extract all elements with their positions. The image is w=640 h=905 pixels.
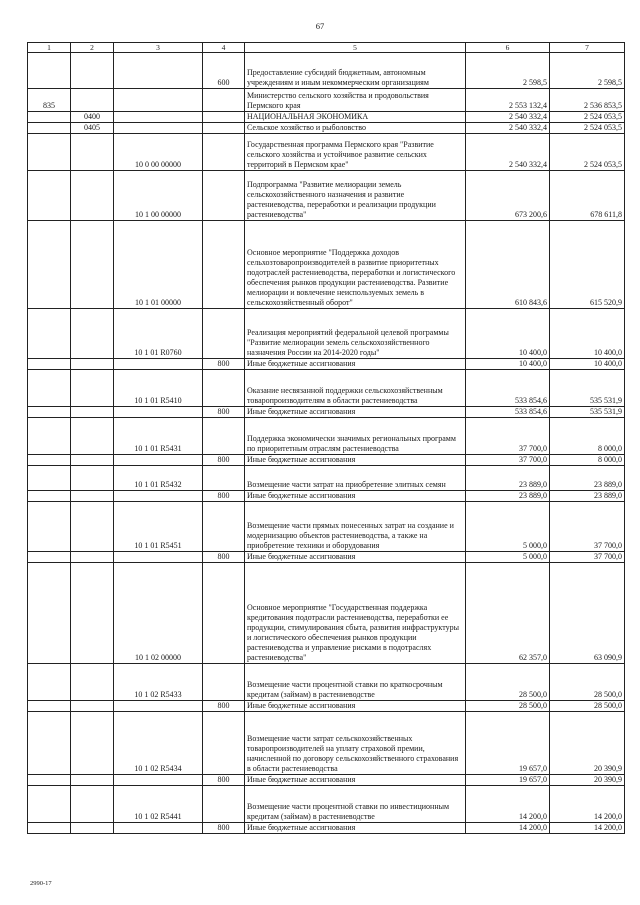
amount-year-1-cell: 610 843,6 (466, 221, 550, 309)
table-header-row (28, 43, 625, 53)
target-article-cell: 10 1 02 R5441 (114, 786, 203, 823)
section-code-cell (71, 552, 114, 563)
page-number: 67 (315, 21, 325, 31)
amount-year-1-cell: 2 540 332,4 (466, 112, 550, 123)
amount-year-2-cell: 2 524 053,5 (550, 123, 625, 134)
column-header: 2 (71, 43, 114, 53)
ministry-code-cell (28, 171, 71, 221)
amount-year-2-cell: 37 700,0 (550, 502, 625, 552)
ministry-code-cell (28, 491, 71, 502)
target-article-cell: 10 1 01 R5432 (114, 466, 203, 491)
table-row (28, 221, 625, 309)
ministry-code-cell (28, 370, 71, 407)
expense-type-cell: 800 (203, 552, 245, 563)
table-row (28, 455, 625, 466)
amount-year-2-cell: 14 200,0 (550, 823, 625, 834)
ministry-code-cell (28, 712, 71, 775)
ministry-code-cell (28, 123, 71, 134)
section-code-cell (71, 823, 114, 834)
table-row (28, 134, 625, 171)
amount-year-1-cell: 10 400,0 (466, 359, 550, 370)
expense-type-cell (203, 134, 245, 171)
target-article-cell (114, 491, 203, 502)
ministry-code-cell (28, 407, 71, 418)
ministry-code-cell (28, 701, 71, 712)
section-code-cell (71, 407, 114, 418)
section-code-cell (71, 53, 114, 89)
amount-year-1-cell: 19 657,0 (466, 712, 550, 775)
ministry-code-cell (28, 502, 71, 552)
section-code-cell (71, 712, 114, 775)
expense-type-cell (203, 123, 245, 134)
target-article-cell (114, 53, 203, 89)
item-name-cell: Основное мероприятие "Государственная поддержка кредитования подотрасли растениеводства, переработки ее продукции, стимулирования сбыта, развития инфраструктуры и логистического обеспечения рынков продукции растениеводства и управление рисками в подотраслях растениеводства" (245, 563, 466, 664)
item-name-cell: Основное мероприятие "Поддержка доходов сельхозтоваропроизводителей в развитие приоритетных подотраслей растениеводства, переработки и логистического обеспечения рынков продукции растениеводства. Развитие мелиорации и вовлечение неиспользуемых земель в сельскохозяйственный оборот" (245, 221, 466, 309)
target-article-cell: 10 1 01 00000 (114, 221, 203, 309)
budget-table (27, 42, 625, 834)
table-row (28, 823, 625, 834)
section-code-cell (71, 221, 114, 309)
target-article-cell (114, 552, 203, 563)
section-code-cell (71, 370, 114, 407)
section-code-cell (71, 134, 114, 171)
table-row (28, 775, 625, 786)
expense-type-cell: 800 (203, 775, 245, 786)
item-name-cell: Иные бюджетные ассигнования (245, 701, 466, 712)
column-header: 3 (114, 43, 203, 53)
table-row (28, 502, 625, 552)
item-name-cell: Возмещение части прямых понесенных затрат на создание и модернизацию объектов растениеводства, а также на приобретение техники и оборудования (245, 502, 466, 552)
section-code-cell (71, 786, 114, 823)
ministry-code-cell (28, 786, 71, 823)
item-name-cell: Предоставление субсидий бюджетным, автономным учреждениям и иным некоммерческим организациям (245, 53, 466, 89)
amount-year-1-cell: 5 000,0 (466, 502, 550, 552)
target-article-cell (114, 359, 203, 370)
expense-type-cell (203, 370, 245, 407)
item-name-cell: Министерство сельского хозяйства и продовольствия Пермского края (245, 89, 466, 112)
item-name-cell: Поддержка экономически значимых региональных программ по приоритетным отраслям растениеводства (245, 418, 466, 455)
ministry-code-cell (28, 466, 71, 491)
target-article-cell (114, 455, 203, 466)
amount-year-2-cell: 2 524 053,5 (550, 134, 625, 171)
ministry-code-cell (28, 359, 71, 370)
item-name-cell: Иные бюджетные ассигнования (245, 775, 466, 786)
amount-year-1-cell: 19 657,0 (466, 775, 550, 786)
amount-year-2-cell: 8 000,0 (550, 455, 625, 466)
section-code-cell (71, 309, 114, 359)
item-name-cell: Иные бюджетные ассигнования (245, 359, 466, 370)
expense-type-cell (203, 171, 245, 221)
amount-year-2-cell: 10 400,0 (550, 309, 625, 359)
amount-year-1-cell: 62 357,0 (466, 563, 550, 664)
footer-document-code: 2990-17 (30, 880, 52, 887)
table-row (28, 407, 625, 418)
column-header: 1 (28, 43, 71, 53)
expense-type-cell (203, 563, 245, 664)
section-code-cell (71, 775, 114, 786)
target-article-cell: 10 1 01 R5431 (114, 418, 203, 455)
target-article-cell: 10 0 00 00000 (114, 134, 203, 171)
amount-year-1-cell: 14 200,0 (466, 786, 550, 823)
amount-year-2-cell: 63 090,9 (550, 563, 625, 664)
column-header: 7 (550, 43, 625, 53)
target-article-cell: 10 1 01 R5410 (114, 370, 203, 407)
table-row (28, 309, 625, 359)
item-name-cell: Оказание несвязанной поддержки сельскохозяйственным товаропроизводителям в области растениеводства (245, 370, 466, 407)
section-code-cell (71, 563, 114, 664)
section-code-cell (71, 701, 114, 712)
table-row (28, 370, 625, 407)
amount-year-1-cell: 5 000,0 (466, 552, 550, 563)
ministry-code-cell: 835 (28, 89, 71, 112)
table-row (28, 89, 625, 112)
expense-type-cell (203, 89, 245, 112)
amount-year-2-cell: 20 390,9 (550, 712, 625, 775)
ministry-code-cell (28, 134, 71, 171)
table-row (28, 712, 625, 775)
ministry-code-cell (28, 309, 71, 359)
ministry-code-cell (28, 775, 71, 786)
expense-type-cell: 800 (203, 823, 245, 834)
amount-year-2-cell: 8 000,0 (550, 418, 625, 455)
target-article-cell: 10 1 01 R0760 (114, 309, 203, 359)
amount-year-2-cell: 28 500,0 (550, 701, 625, 712)
expense-type-cell: 600 (203, 53, 245, 89)
target-article-cell (114, 701, 203, 712)
item-name-cell: Иные бюджетные ассигнования (245, 823, 466, 834)
expense-type-cell (203, 418, 245, 455)
amount-year-1-cell: 10 400,0 (466, 309, 550, 359)
amount-year-2-cell: 14 200,0 (550, 786, 625, 823)
amount-year-1-cell: 23 889,0 (466, 491, 550, 502)
table-row (28, 552, 625, 563)
item-name-cell: Подпрограмма "Развитие мелиорации земель сельскохозяйственного назначения и развитие растениеводства, переработки и реализации продукции растениеводства" (245, 171, 466, 221)
target-article-cell (114, 89, 203, 112)
item-name-cell: Иные бюджетные ассигнования (245, 407, 466, 418)
amount-year-1-cell: 28 500,0 (466, 701, 550, 712)
item-name-cell: Возмещение части затрат сельскохозяйственных товаропроизводителей на уплату страховой премии, начисленной по договору сельскохозяйственного страхования в области растениеводства (245, 712, 466, 775)
table-row (28, 171, 625, 221)
target-article-cell (114, 775, 203, 786)
column-header: 4 (203, 43, 245, 53)
expense-type-cell (203, 221, 245, 309)
expense-type-cell (203, 466, 245, 491)
amount-year-2-cell: 2 598,5 (550, 53, 625, 89)
amount-year-2-cell: 2 524 053,5 (550, 112, 625, 123)
item-name-cell: Возмещение части процентной ставки по краткосрочным кредитам (займам) в растениеводстве (245, 664, 466, 701)
ministry-code-cell (28, 455, 71, 466)
expense-type-cell: 800 (203, 455, 245, 466)
amount-year-1-cell: 37 700,0 (466, 418, 550, 455)
ministry-code-cell (28, 418, 71, 455)
table-row (28, 112, 625, 123)
ministry-code-cell (28, 563, 71, 664)
amount-year-2-cell: 28 500,0 (550, 664, 625, 701)
column-header: 5 (245, 43, 466, 53)
table-row (28, 664, 625, 701)
expense-type-cell (203, 309, 245, 359)
ministry-code-cell (28, 552, 71, 563)
expense-type-cell (203, 664, 245, 701)
expense-type-cell (203, 502, 245, 552)
amount-year-2-cell: 10 400,0 (550, 359, 625, 370)
expense-type-cell: 800 (203, 407, 245, 418)
target-article-cell (114, 123, 203, 134)
table-row (28, 418, 625, 455)
ministry-code-cell (28, 112, 71, 123)
target-article-cell: 10 1 02 R5433 (114, 664, 203, 701)
section-code-cell (71, 455, 114, 466)
amount-year-1-cell: 2 540 332,4 (466, 134, 550, 171)
section-code-cell (71, 466, 114, 491)
amount-year-1-cell: 533 854,6 (466, 370, 550, 407)
table-row (28, 53, 625, 89)
ministry-code-cell (28, 823, 71, 834)
section-code-cell (71, 418, 114, 455)
expense-type-cell (203, 112, 245, 123)
section-code-cell: 0400 (71, 112, 114, 123)
amount-year-1-cell: 533 854,6 (466, 407, 550, 418)
amount-year-1-cell: 28 500,0 (466, 664, 550, 701)
section-code-cell (71, 89, 114, 112)
amount-year-2-cell: 535 531,9 (550, 370, 625, 407)
item-name-cell: Реализация мероприятий федеральной целевой программы "Развитие мелиорации земель сельскохозяйственного назначения России на 2014-2020 годы" (245, 309, 466, 359)
table-row (28, 491, 625, 502)
target-article-cell: 10 1 02 R5434 (114, 712, 203, 775)
section-code-cell (71, 171, 114, 221)
expense-type-cell: 800 (203, 359, 245, 370)
table-row (28, 786, 625, 823)
target-article-cell (114, 112, 203, 123)
target-article-cell: 10 1 02 00000 (114, 563, 203, 664)
amount-year-2-cell: 2 536 853,5 (550, 89, 625, 112)
amount-year-2-cell: 535 531,9 (550, 407, 625, 418)
expense-type-cell (203, 712, 245, 775)
table-row (28, 563, 625, 664)
amount-year-2-cell: 20 390,9 (550, 775, 625, 786)
item-name-cell: Иные бюджетные ассигнования (245, 491, 466, 502)
amount-year-2-cell: 615 520,9 (550, 221, 625, 309)
item-name-cell: Возмещение части процентной ставки по инвестиционным кредитам (займам) в растениеводстве (245, 786, 466, 823)
item-name-cell: Сельское хозяйство и рыболовство (245, 123, 466, 134)
amount-year-1-cell: 673 200,6 (466, 171, 550, 221)
table-row (28, 701, 625, 712)
amount-year-2-cell: 37 700,0 (550, 552, 625, 563)
item-name-cell: Иные бюджетные ассигнования (245, 552, 466, 563)
amount-year-2-cell: 23 889,0 (550, 491, 625, 502)
ministry-code-cell (28, 664, 71, 701)
item-name-cell: Иные бюджетные ассигнования (245, 455, 466, 466)
expense-type-cell: 800 (203, 491, 245, 502)
ministry-code-cell (28, 221, 71, 309)
amount-year-1-cell: 37 700,0 (466, 455, 550, 466)
amount-year-1-cell: 2 540 332,4 (466, 123, 550, 134)
section-code-cell: 0405 (71, 123, 114, 134)
section-code-cell (71, 502, 114, 552)
section-code-cell (71, 491, 114, 502)
amount-year-2-cell: 23 889,0 (550, 466, 625, 491)
amount-year-1-cell: 2 553 132,4 (466, 89, 550, 112)
section-code-cell (71, 664, 114, 701)
section-code-cell (71, 359, 114, 370)
amount-year-1-cell: 14 200,0 (466, 823, 550, 834)
expense-type-cell: 800 (203, 701, 245, 712)
table-row (28, 359, 625, 370)
expense-type-cell (203, 786, 245, 823)
table-row (28, 466, 625, 491)
target-article-cell: 10 1 01 R5451 (114, 502, 203, 552)
column-header: 6 (466, 43, 550, 53)
item-name-cell: Государственная программа Пермского края "Развитие сельского хозяйства и устойчивое развитие сельских территорий в Пермском крае" (245, 134, 466, 171)
amount-year-1-cell: 23 889,0 (466, 466, 550, 491)
item-name-cell: Возмещение части затрат на приобретение элитных семян (245, 466, 466, 491)
target-article-cell: 10 1 00 00000 (114, 171, 203, 221)
table-row (28, 123, 625, 134)
ministry-code-cell (28, 53, 71, 89)
amount-year-2-cell: 678 611,8 (550, 171, 625, 221)
amount-year-1-cell: 2 598,5 (466, 53, 550, 89)
item-name-cell: НАЦИОНАЛЬНАЯ ЭКОНОМИКА (245, 112, 466, 123)
target-article-cell (114, 823, 203, 834)
target-article-cell (114, 407, 203, 418)
